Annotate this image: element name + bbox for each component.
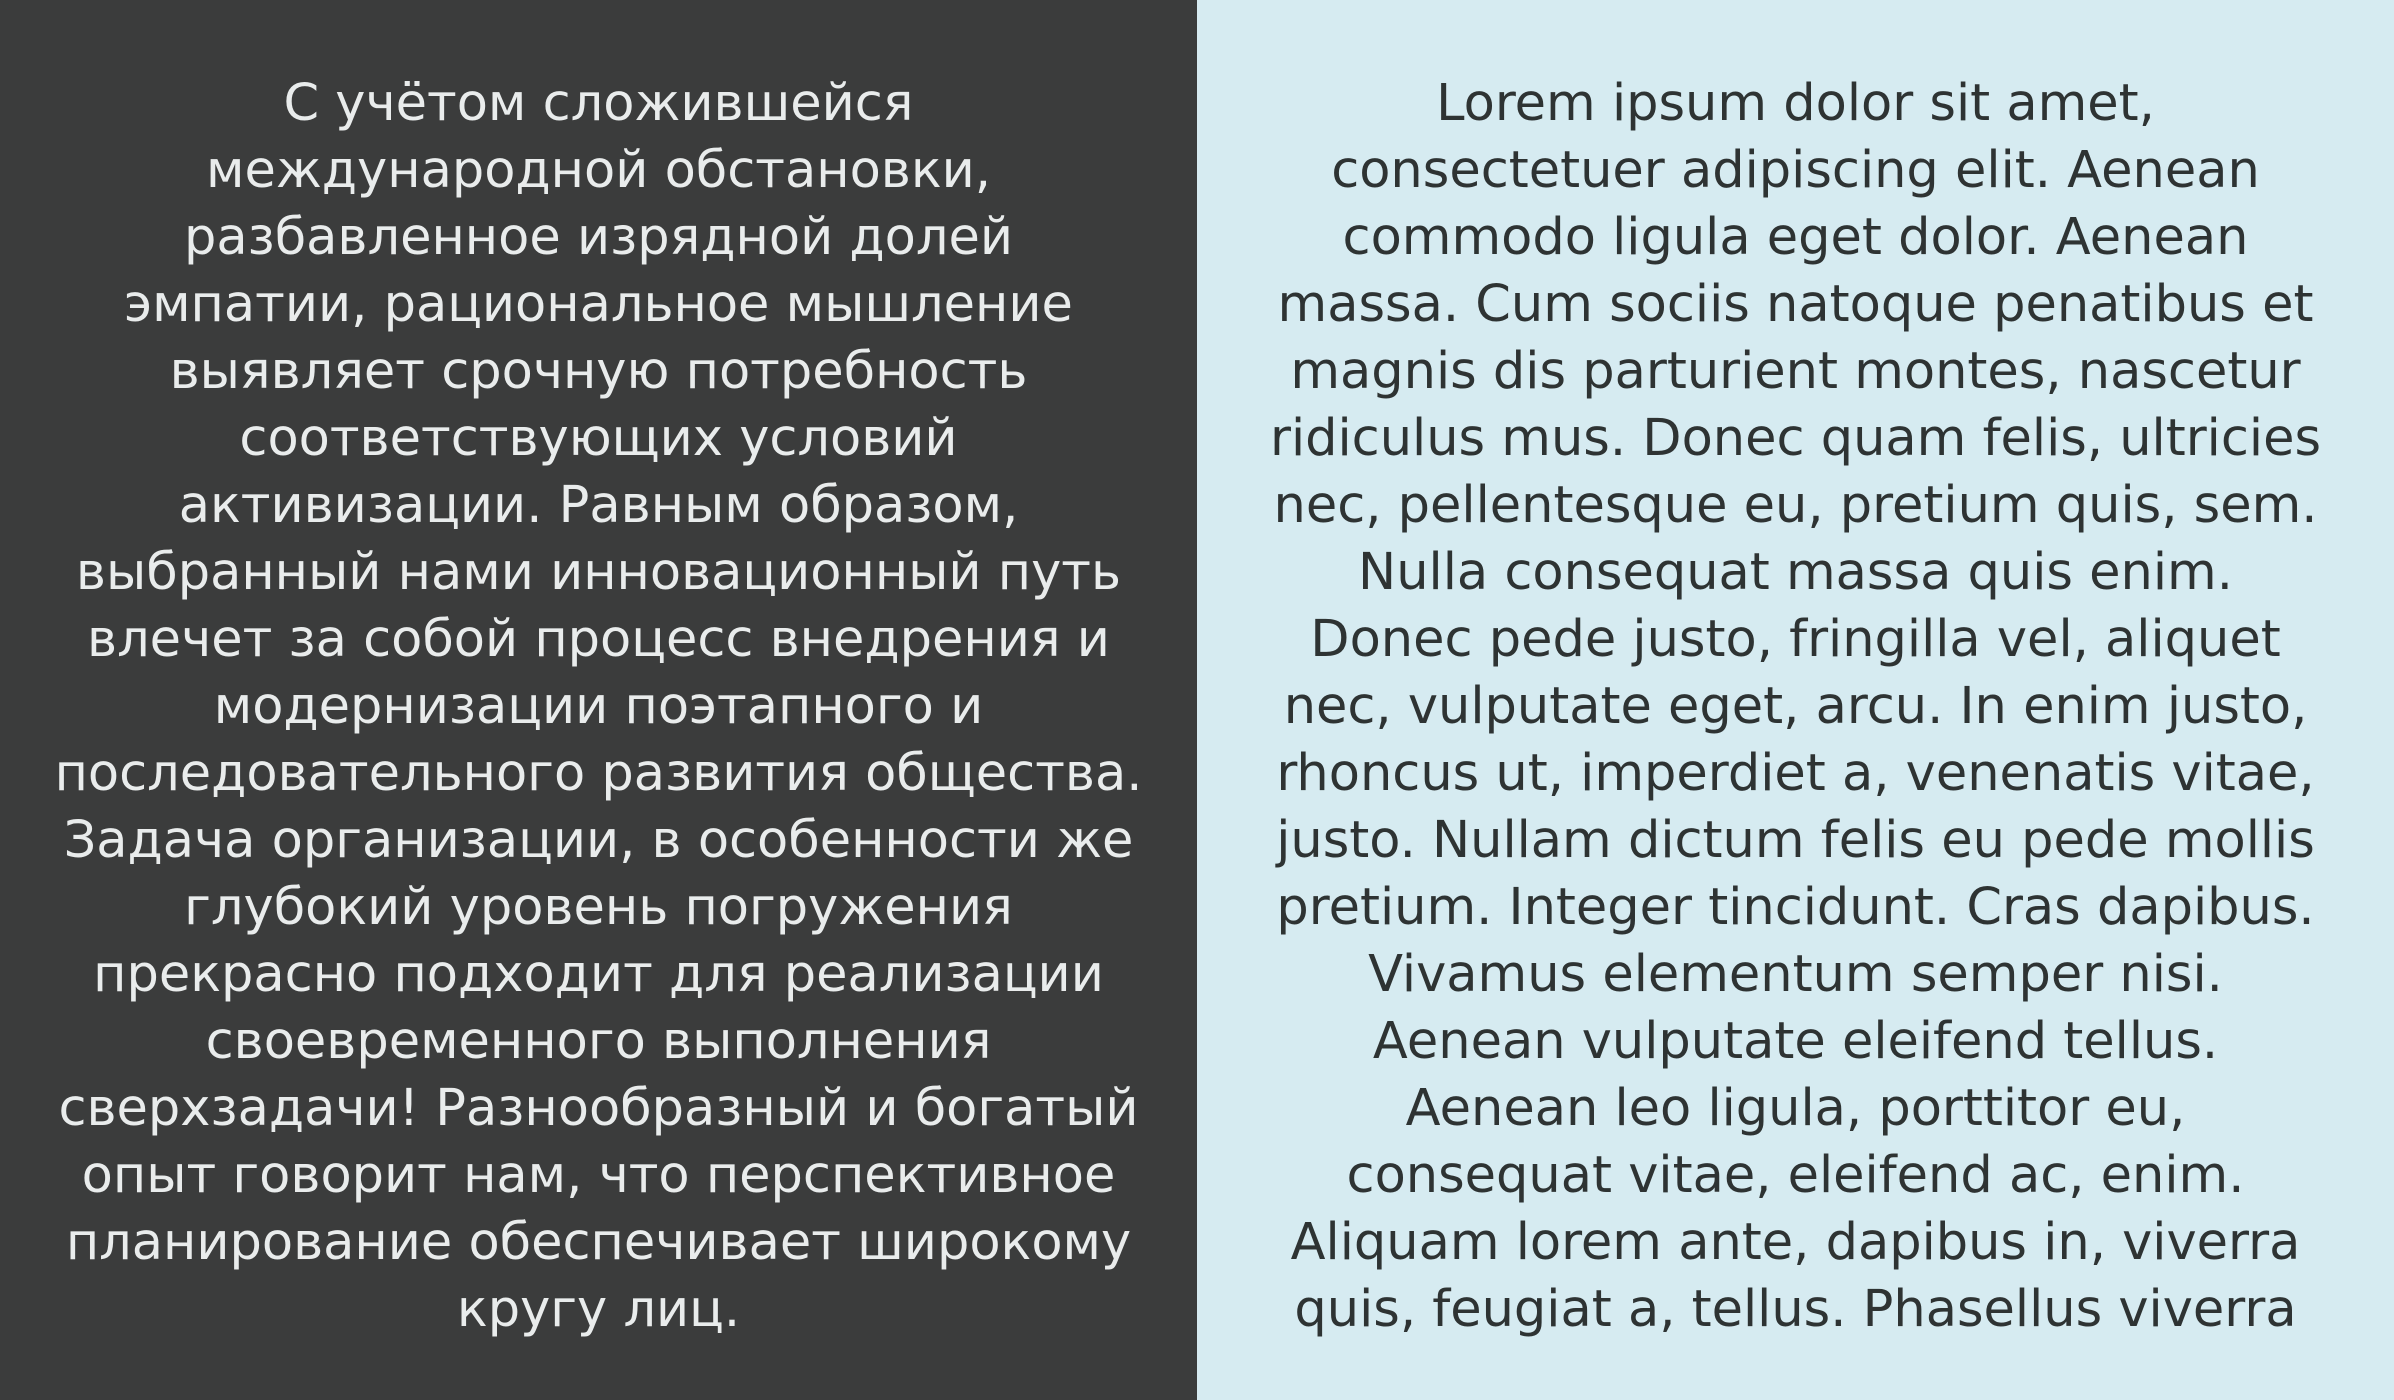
text-line: justo. Nullam dictum felis eu pede mollis: [1276, 811, 2315, 870]
text-line: прекрасно подходит для реализации: [93, 945, 1104, 1004]
text-line: активизации. Равным образом,: [178, 476, 1019, 535]
text-line: влечет за собой процесс внедрения и: [87, 610, 1110, 669]
text-line: consectetuer adipiscing elit. Aenean: [1331, 141, 2260, 200]
text-line: pretium. Integer tincidunt. Cras dapibus.: [1276, 878, 2315, 937]
text-line: выявляет срочную потребность: [169, 342, 1028, 401]
text-line: соответствующих условий: [239, 409, 958, 468]
text-line: quis, feugiat a, tellus. Phasellus viverra: [1294, 1280, 2297, 1339]
text-line: международной обстановки,: [206, 141, 991, 200]
text-line: Vivamus elementum semper nisi.: [1368, 945, 2223, 1004]
text-line: последовательного развития общества.: [54, 744, 1143, 803]
text-line: ridiculus mus. Donec quam felis, ultricies: [1269, 409, 2322, 468]
text-line: глубокий уровень погружения: [184, 878, 1013, 937]
right-panel-lorem-text: [1197, 0, 2394, 1400]
text-line: разбавленное изрядной долей: [183, 208, 1014, 267]
text-line: кругу лиц.: [456, 1280, 741, 1339]
text-line: Aenean vulputate eleifend tellus.: [1372, 1012, 2219, 1071]
text-line: massa. Cum sociis natoque penatibus et: [1277, 275, 2314, 334]
text-line: Lorem ipsum dolor sit amet,: [1436, 74, 2155, 133]
text-line: модернизации поэтапного и: [213, 677, 984, 736]
text-line: С учётом сложившейся: [283, 74, 914, 133]
text-line: опыт говорит нам, что перспективное: [81, 1146, 1116, 1205]
text-line: планирование обеспечивает широкому: [65, 1213, 1132, 1272]
text-line: Donec pede justo, fringilla vel, aliquet: [1310, 610, 2281, 669]
text-line: эмпатии, рациональное мышление: [124, 275, 1073, 334]
text-line: своевременного выполнения: [205, 1012, 992, 1071]
text-line: magnis dis parturient montes, nascetur: [1290, 342, 2301, 401]
text-line: nec, vulputate eget, arcu. In enim justo,: [1283, 677, 2308, 736]
text-line: Nulla consequat massa quis enim.: [1358, 543, 2233, 602]
lorem-ipsum-paragraph: [1197, 70, 2394, 1343]
text-line: nec, pellentesque eu, pretium quis, sem.: [1273, 476, 2318, 535]
text-line: Aenean leo ligula, porttitor eu,: [1405, 1079, 2186, 1138]
text-line: commodo ligula eget dolor. Aenean: [1342, 208, 2249, 267]
russian-paragraph: [0, 70, 1197, 1343]
text-line: consequat vitae, eleifend ac, enim.: [1346, 1146, 2245, 1205]
text-line: Aliquam lorem ante, dapibus in, viverra: [1290, 1213, 2301, 1272]
text-line: выбранный нами инновационный путь: [75, 543, 1122, 602]
text-line: сверхзадачи! Разнообразный и богатый: [58, 1079, 1139, 1138]
text-line: rhoncus ut, imperdiet a, venenatis vitae,: [1276, 744, 2315, 803]
text-line: Задача организации, в особенности же: [63, 811, 1134, 870]
